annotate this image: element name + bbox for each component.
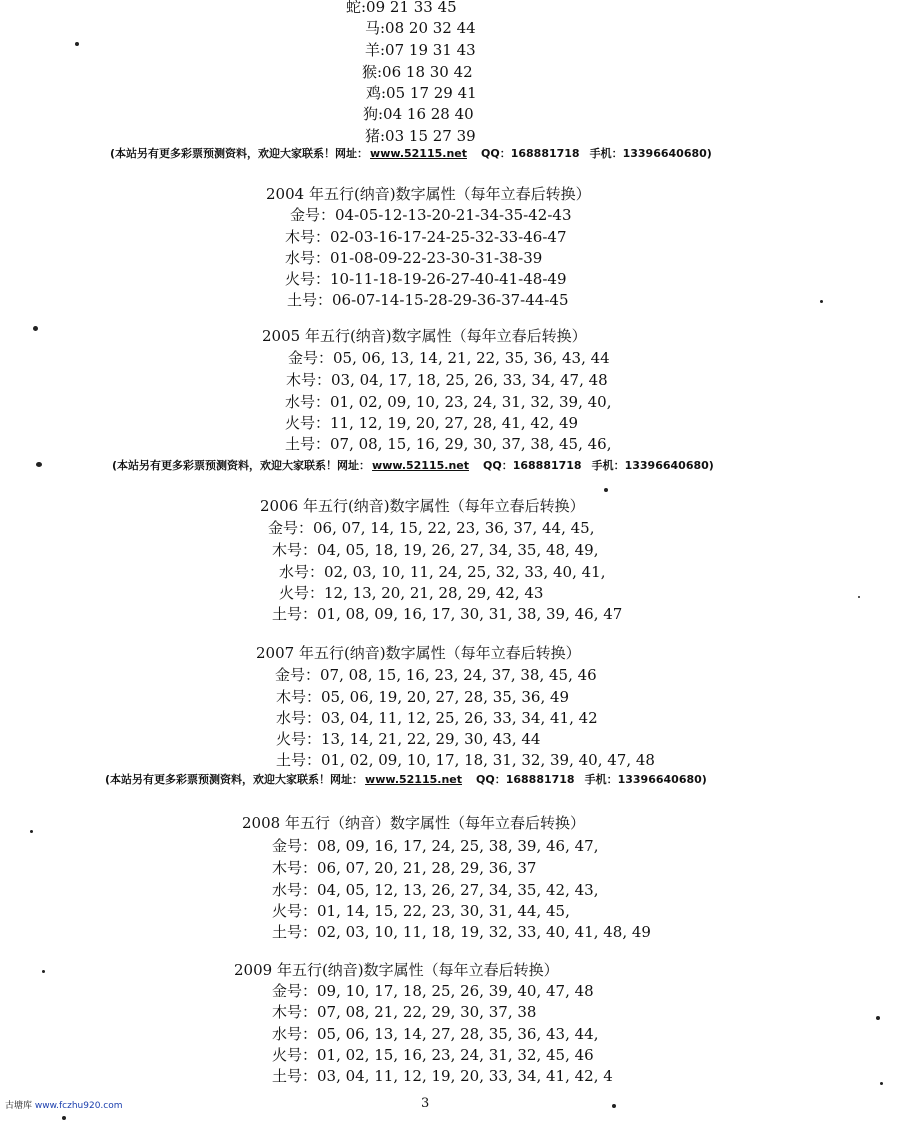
notice-qq: QQ：168881718 <box>476 773 575 786</box>
row-2008-fire: 火号：01, 14, 15, 22, 23, 30, 31, 44, 45, <box>272 902 570 920</box>
zodiac-goat: 羊:07 19 31 43 <box>365 41 476 59</box>
block-title-2006: 2006 年五行(纳音)数字属性（每年立春后转换） <box>260 497 585 515</box>
zodiac-pig: 猪:03 15 27 39 <box>365 127 476 145</box>
scan-speck <box>820 300 823 303</box>
zodiac-rooster: 鸡:05 17 29 41 <box>366 84 477 102</box>
block-title-2004: 2004 年五行(纳音)数字属性（每年立春后转换） <box>266 185 591 203</box>
row-2007-fire: 火号：13, 14, 21, 22, 29, 30, 43, 44 <box>276 730 541 748</box>
notice-prefix: (本站另有更多彩票预测资料，欢迎大家联系！网址： <box>105 773 364 786</box>
footer-site <box>5 1098 123 1111</box>
site-notice <box>105 773 707 787</box>
footer-site-link[interactable]: www.fczhu920.com <box>34 1101 123 1111</box>
notice-url-link[interactable]: www.52115.net <box>372 459 469 472</box>
scan-speck <box>36 462 42 467</box>
row-2009-gold: 金号：09, 10, 17, 18, 25, 26, 39, 40, 47, 48 <box>272 982 594 1000</box>
row-2005-water: 水号：01, 02, 09, 10, 23, 24, 31, 32, 39, 40, <box>285 393 612 411</box>
notice-prefix: (本站另有更多彩票预测资料，欢迎大家联系！网址： <box>112 459 371 472</box>
scan-speck <box>75 42 79 46</box>
row-2009-wood: 木号：07, 08, 21, 22, 29, 30, 37, 38 <box>272 1003 537 1021</box>
row-2004-wood: 木号：02-03-16-17-24-25-32-33-46-47 <box>285 228 567 246</box>
row-2006-fire: 火号：12, 13, 20, 21, 28, 29, 42, 43 <box>279 584 544 602</box>
row-2005-earth: 土号：07, 08, 15, 16, 29, 30, 37, 38, 45, 46, <box>285 435 612 453</box>
scan-speck <box>30 830 33 833</box>
page-number: 3 <box>421 1096 430 1111</box>
row-2004-fire: 火号：10-11-18-19-26-27-40-41-48-49 <box>285 270 567 288</box>
zodiac-dog: 狗:04 16 28 40 <box>363 105 474 123</box>
row-2005-gold: 金号：05, 06, 13, 14, 21, 22, 35, 36, 43, 44 <box>288 349 610 367</box>
site-notice <box>112 459 714 473</box>
scan-speck <box>62 1116 66 1120</box>
row-2007-gold: 金号：07, 08, 15, 16, 23, 24, 37, 38, 45, 46 <box>275 666 597 684</box>
row-2006-water: 水号：02, 03, 10, 11, 24, 25, 32, 33, 40, 41, <box>279 563 606 581</box>
block-title-2009: 2009 年五行(纳音)数字属性（每年立春后转换） <box>234 961 559 979</box>
scan-speck <box>858 596 860 598</box>
row-2006-wood: 木号：04, 05, 18, 19, 26, 27, 34, 35, 48, 49, <box>272 541 599 559</box>
row-2005-fire: 火号：11, 12, 19, 20, 27, 28, 41, 42, 49 <box>285 414 579 432</box>
row-2004-gold: 金号：04-05-12-13-20-21-34-35-42-43 <box>290 206 572 224</box>
notice-prefix: (本站另有更多彩票预测资料，欢迎大家联系！网址： <box>110 147 369 160</box>
notice-phone: 手机：13396640680) <box>591 459 714 472</box>
row-2008-earth: 土号：02, 03, 10, 11, 18, 19, 32, 33, 40, 41, 48, 49 <box>272 923 651 941</box>
row-2006-earth: 土号：01, 08, 09, 16, 17, 30, 31, 38, 39, 46, 47 <box>272 605 623 623</box>
site-notice <box>110 147 712 161</box>
row-2007-earth: 土号：01, 02, 09, 10, 17, 18, 31, 32, 39, 40, 47, 48 <box>276 751 655 769</box>
notice-phone: 手机：13396640680) <box>589 147 712 160</box>
zodiac-horse: 马:08 20 32 44 <box>365 19 476 37</box>
scan-speck <box>33 326 38 331</box>
block-title-2008: 2008 年五行（纳音）数字属性（每年立春后转换） <box>242 814 585 832</box>
scan-speck <box>876 1016 880 1020</box>
scan-speck <box>880 1082 883 1085</box>
row-2006-gold: 金号：06, 07, 14, 15, 22, 23, 36, 37, 44, 45, <box>268 519 595 537</box>
row-2004-water: 水号：01-08-09-22-23-30-31-38-39 <box>285 249 543 267</box>
zodiac-monkey: 猴:06 18 30 42 <box>362 63 473 81</box>
row-2007-water: 水号：03, 04, 11, 12, 25, 26, 33, 34, 41, 42 <box>276 709 598 727</box>
row-2009-earth: 土号：03, 04, 11, 12, 19, 20, 33, 34, 41, 42, 4 <box>272 1067 613 1085</box>
row-2008-wood: 木号：06, 07, 20, 21, 28, 29, 36, 37 <box>272 859 537 877</box>
row-2009-fire: 火号：01, 02, 15, 16, 23, 24, 31, 32, 45, 46 <box>272 1046 594 1064</box>
block-title-2007: 2007 年五行(纳音)数字属性（每年立春后转换） <box>256 644 581 662</box>
row-2009-water: 水号：05, 06, 13, 14, 27, 28, 35, 36, 43, 44, <box>272 1025 599 1043</box>
row-2008-water: 水号：04, 05, 12, 13, 26, 27, 34, 35, 42, 43, <box>272 881 599 899</box>
row-2005-wood: 木号：03, 04, 17, 18, 25, 26, 33, 34, 47, 48 <box>286 371 608 389</box>
row-2004-earth: 土号：06-07-14-15-28-29-36-37-44-45 <box>287 291 569 309</box>
footer-site-name: 古塘库 <box>5 1101 33 1111</box>
block-title-2005: 2005 年五行(纳音)数字属性（每年立春后转换） <box>262 327 587 345</box>
row-2008-gold: 金号：08, 09, 16, 17, 24, 25, 38, 39, 46, 47, <box>272 837 599 855</box>
notice-qq: QQ：168881718 <box>483 459 582 472</box>
scan-speck <box>612 1104 616 1108</box>
notice-url-link[interactable]: www.52115.net <box>370 147 467 160</box>
zodiac-snake: 蛇:09 21 33 45 <box>346 0 457 16</box>
notice-url-link[interactable]: www.52115.net <box>365 773 462 786</box>
notice-phone: 手机：13396640680) <box>584 773 707 786</box>
row-2007-wood: 木号：05, 06, 19, 20, 27, 28, 35, 36, 49 <box>276 688 570 706</box>
notice-qq: QQ：168881718 <box>481 147 580 160</box>
scan-speck <box>42 970 45 973</box>
scan-speck <box>604 488 608 492</box>
